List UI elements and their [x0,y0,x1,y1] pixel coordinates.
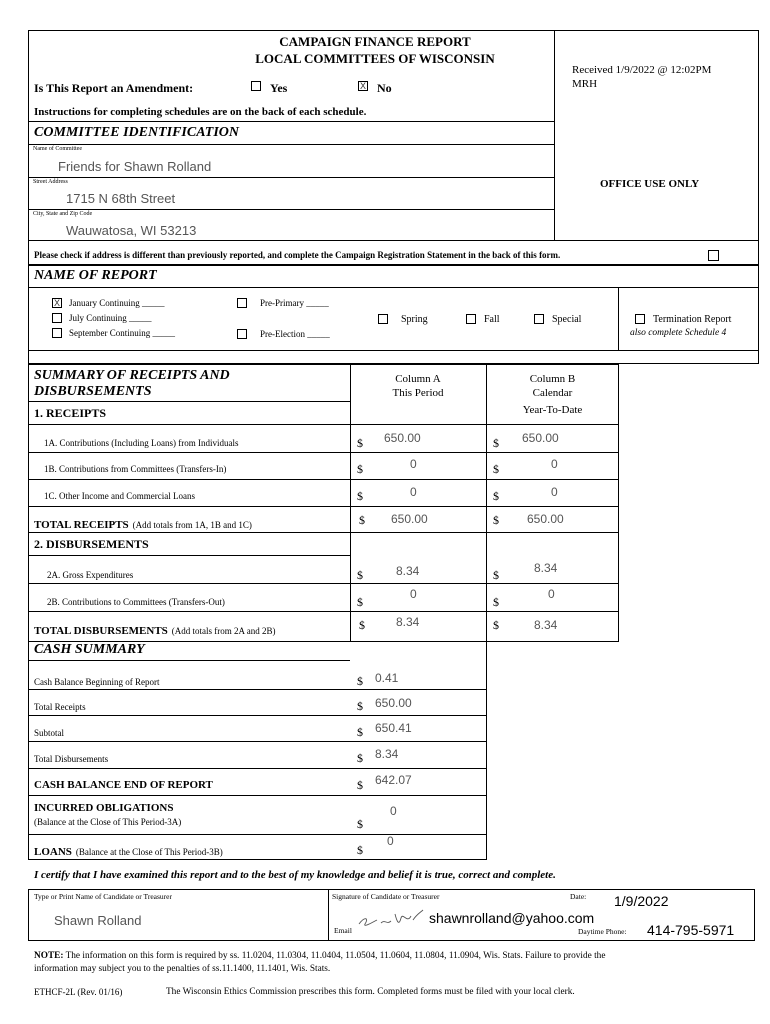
termination-checkbox[interactable] [635,314,645,324]
cash-receipts-label: Total Receipts [34,702,86,712]
phone-label: Daytime Phone: [578,927,627,936]
column-b-header-1: Column B [529,373,576,385]
column-a-header-2: This Period [392,387,444,399]
no-checkbox[interactable]: X [359,81,366,91]
pre-primary-checkbox[interactable] [237,298,247,308]
address-change-checkbox[interactable] [708,250,719,261]
summary-title-line2: DISBURSEMENTS [34,384,152,399]
total-receipts-col-b[interactable]: 650.00 [527,512,564,526]
cash-receipts-value[interactable]: 650.00 [375,696,412,710]
email-value[interactable]: shawnrolland@yahoo.com [429,910,595,926]
pre-election-checkbox[interactable] [237,329,247,339]
email-label: Email [334,926,352,935]
yes-label: Yes [270,81,288,95]
spring-checkbox[interactable] [378,314,388,324]
row-1c-label: 1C. Other Income and Commercial Loans [44,491,195,501]
form-title-line2: LOCAL COMMITTEES OF WISCONSIN [255,51,495,66]
september-label: September Continuing _____ [69,328,175,338]
form-id: ETHCF-2L (Rev. 01/16) [34,987,123,997]
cash-begin-label: Cash Balance Beginning of Report [34,677,160,687]
loans-label: LOANS [34,846,72,858]
form-title-line1: CAMPAIGN FINANCE REPORT [279,34,471,49]
total-receipts-label: TOTAL RECEIPTS [34,519,129,531]
fall-label: Fall [484,314,500,325]
column-b-header-2: Calendar [532,387,573,399]
fall-checkbox[interactable] [466,314,476,324]
cash-summary-title: CASH SUMMARY [34,642,145,657]
yes-checkbox[interactable] [251,81,261,91]
receipts-heading: 1. RECEIPTS [34,406,107,420]
incurred-obligations-note: (Balance at the Close of This Period-3A) [34,817,182,827]
row-2a-label: 2A. Gross Expenditures [47,570,134,580]
no-label: No [377,81,392,95]
street-address-label: Street Address [33,179,68,185]
loans-value[interactable]: 0 [387,834,394,848]
report-name-title: NAME OF REPORT [34,268,157,283]
total-receipts-row [34,515,252,533]
instructions-text: Instructions for completing schedules are on the back of each schedule. [34,106,367,118]
loans-row [34,842,223,860]
january-label: January Continuing _____ [69,298,165,308]
total-disbursements-label: TOTAL DISBURSEMENTS [34,625,168,637]
footer-note-line1: NOTE: The information on this form is required by ss. 11.0204, 11.0304, 11.0404, 11.0504, 11.0604, 11.0804, 11.0904, Wis. Stats. Failure to provide the [34,951,606,961]
row-2a-col-a[interactable]: 8.34 [396,564,420,578]
spring-label: Spring [401,314,428,325]
pre-primary-label: Pre-Primary _____ [260,298,329,308]
summary-title-line1: SUMMARY OF RECEIPTS AND [34,368,230,383]
city-state-zip-field[interactable]: Wauwatosa, WI 53213 [66,223,197,238]
total-disbursements-col-a[interactable]: 8.34 [396,615,420,629]
january-checkbox[interactable]: X [53,298,60,308]
july-label: July Continuing _____ [69,313,152,323]
office-use-label: OFFICE USE ONLY [600,178,700,190]
date-value[interactable]: 1/9/2022 [614,893,669,909]
row-1b-col-a[interactable]: 0 [410,457,417,471]
treasurer-name-label: Type or Print Name of Candidate or Treasurer [34,892,172,901]
termination-label: Termination Report [653,314,732,325]
row-2a-col-b[interactable]: 8.34 [534,561,558,575]
amendment-question: Is This Report an Amendment: [34,81,194,95]
column-b-header-3: Year-To-Date [522,404,583,416]
street-address-field[interactable]: 1715 N 68th Street [66,191,176,206]
special-checkbox[interactable] [534,314,544,324]
row-1b-label: 1B. Contributions from Committees (Transfers-In) [44,464,227,474]
total-receipts-col-a[interactable]: 650.00 [391,512,428,526]
city-state-zip-label: City, State and Zip Code [33,211,93,217]
july-checkbox[interactable] [52,313,62,323]
special-label: Special [552,314,582,325]
disbursements-heading: 2. DISBURSEMENTS [34,537,149,551]
total-receipts-note: (Add totals from 1A, 1B and 1C) [132,520,252,530]
incurred-obligations-value[interactable]: 0 [390,804,397,818]
incurred-obligations-label: INCURRED OBLIGATIONS [34,802,174,814]
committee-name-field[interactable]: Friends for Shawn Rolland [58,159,212,174]
row-1c-col-a[interactable]: 0 [410,485,417,499]
row-1b-col-b[interactable]: 0 [551,457,558,471]
row-1a-label: 1A. Contributions (Including Loans) from Individuals [44,438,239,448]
address-change-notice: Please check if address is different than previously reported, and complete the Campaign Registration Statement in the back of this form. [34,250,561,260]
cash-end-value[interactable]: 642.07 [375,773,412,787]
column-a-header-1: Column A [395,373,441,385]
row-1a-col-a[interactable]: 650.00 [384,431,421,445]
received-stamp-line1: Received 1/9/2022 @ 12:02PM [572,64,712,76]
signature-image [355,906,427,930]
total-disbursements-col-b[interactable]: 8.34 [534,618,558,632]
cash-disbursements-value[interactable]: 8.34 [375,747,399,761]
subtotal-label: Subtotal [34,728,65,738]
row-2b-col-b[interactable]: 0 [548,587,555,601]
row-1c-col-b[interactable]: 0 [551,485,558,499]
cash-summary-table [28,641,487,860]
phone-value[interactable]: 414-795-5971 [647,922,735,938]
cash-end-label: CASH BALANCE END OF REPORT [34,779,213,791]
termination-note: also complete Schedule 4 [630,328,727,338]
row-1a-col-b[interactable]: 650.00 [522,431,559,445]
total-disbursements-note: (Add totals from 2A and 2B) [171,626,276,636]
signature-label: Signature of Candidate or Treasurer [332,892,440,901]
loans-note: (Balance at the Close of This Period-3B) [75,847,223,857]
footer-note-line2: information may subject you to the penalties of ss.11.1400, 11.1401, Wis. Stats. [34,964,331,974]
row-2b-label: 2B. Contributions to Committees (Transfers-Out) [47,597,225,607]
pre-election-label: Pre-Election _____ [260,329,330,339]
row-2b-col-a[interactable]: 0 [410,587,417,601]
subtotal-value[interactable]: 650.41 [375,721,412,735]
total-disbursements-row [34,621,276,639]
cash-begin-value[interactable]: 0.41 [375,671,399,685]
received-stamp-line2: MRH [572,78,598,90]
prescribes-text: The Wisconsin Ethics Commission prescribes this form. Completed forms must be filed with your local clerk. [166,987,575,997]
footer-note-bold: NOTE: [34,951,64,961]
committee-section-title: COMMITTEE IDENTIFICATION [34,125,239,140]
september-checkbox[interactable] [52,328,62,338]
cash-disbursements-label: Total Disbursements [34,754,109,764]
treasurer-name-field[interactable]: Shawn Rolland [54,913,142,928]
committee-name-label: Name of Committee [33,146,82,152]
certify-statement: I certify that I have examined this report and to the best of my knowledge and belief it is true, correct and complete. [34,869,556,881]
date-label: Date: [570,892,587,901]
